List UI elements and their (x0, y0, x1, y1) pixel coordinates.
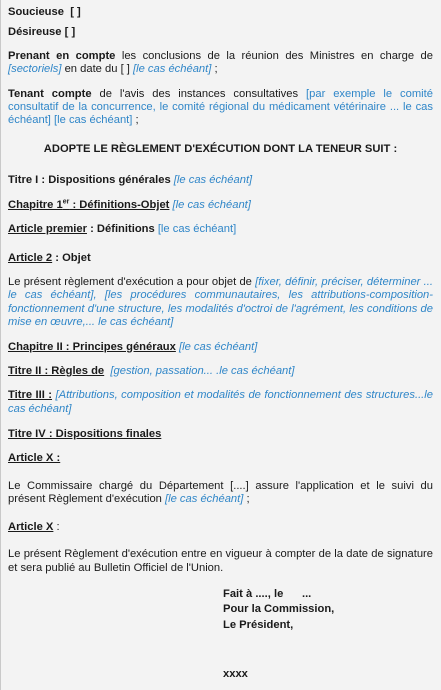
article2-body-text: Le présent règlement d'exécution a pour objet de (8, 275, 252, 288)
articleX1-cas: [le cas échéant] (165, 493, 244, 506)
tenant-paragraph (8, 88, 433, 128)
article2-body (8, 276, 433, 330)
prenant-paragraph (8, 50, 433, 77)
titre1-cas: [le cas échéant] (173, 174, 253, 187)
titre3-cas: [Attributions, composition et modalités de fonctionnement des structures...le cas échéant] (8, 389, 433, 415)
prenant-label: Prenant en compte (8, 49, 116, 62)
prenant-end: ; (214, 63, 218, 76)
signature-president: Le Président, (223, 618, 294, 631)
articleX1-body (8, 480, 433, 507)
articleX1-label: Article X : (8, 451, 61, 464)
titre4-label: Titre IV : Dispositions finales (8, 428, 162, 441)
articleX2-colon: : (56, 520, 60, 533)
tenant-cas: [le cas échéant] (54, 114, 133, 127)
articleX2-body: Le présent Règlement d'exécution entre en vigueur à compter de la date de signature et sera publié au Bulletin Officiel de l'Union. (8, 548, 433, 574)
articleX1-body-text: Le Commissaire chargé du Département [....] assure l'application et le suivi du présent Règlement d'exécution (8, 479, 433, 506)
desireuse-line (8, 26, 433, 39)
prenant-cas: [le cas échéant] (133, 63, 212, 76)
article2-label: Article 2 (8, 252, 53, 265)
chapitre1-label: Chapitre 1er : Définitions-Objet (8, 197, 170, 211)
article-premier-cas: [le cas échéant] (157, 223, 237, 236)
chapitre2-cas: [le cas échéant] (178, 340, 258, 353)
signature-pour: Pour la Commission, (223, 603, 335, 616)
articleX1-heading (8, 452, 433, 465)
tenant-label: Tenant compte (8, 87, 92, 100)
titre2-cas: [gestion, passation... .le cas échéant] (110, 364, 295, 377)
titre1-heading (8, 174, 433, 187)
soucieuse-line (8, 6, 433, 19)
prenant-sectoriels: [sectoriels] (8, 63, 62, 76)
chapitre2-label: Chapitre II : Principes généraux (8, 340, 176, 353)
titre3-heading (8, 389, 433, 416)
article2-body-blue: [fixer, définir, préciser, déterminer ... le cas échéant], [les procédures communautaires, les attributions-composition-fonctionnement d'une structure, les modalités d'octroi de l'agrément, les conditions de mise en œuvre,... le cas échéant] (8, 275, 433, 329)
desireuse-label: Désireuse (8, 26, 62, 39)
tenant-end: ; (135, 114, 139, 127)
articleX2-heading (8, 521, 433, 534)
article2-heading (8, 252, 433, 265)
prenant-text2: en date du [ ] (64, 63, 130, 76)
titre2-label: Titre II : Règles de (8, 364, 105, 377)
article-premier-heading (8, 223, 433, 236)
titre1-label: Titre I : Dispositions générales (8, 174, 171, 187)
soucieuse-brackets: [ ] (70, 6, 81, 18)
titre2-heading (8, 365, 433, 378)
article-premier-label: Article premier (8, 223, 87, 236)
chapitre1-heading (8, 199, 433, 212)
soucieuse-label: Soucieuse (8, 6, 64, 18)
prenant-text1: les conclusions de la réunion des Ministres en charge de (121, 49, 433, 62)
tenant-text1: de l'avis des instances consultatives (99, 87, 299, 100)
articleX1-end: ; (246, 493, 250, 506)
titre3-label: Titre III : (8, 389, 53, 402)
tenant-example: [par exemple le comité consultatif de la concurrence, le comité régional du médicament vétérinaire ... le cas échéant] (8, 87, 433, 127)
article2-text: : Objet (55, 252, 91, 265)
article-premier-text: : Définitions (90, 223, 155, 236)
chapitre1-cas: [le cas échéant] (172, 198, 251, 211)
desireuse-brackets: [ ] (64, 26, 76, 39)
chapitre2-heading (8, 341, 433, 354)
signature-name: xxxx (223, 668, 248, 681)
articleX2-label: Article X (8, 520, 54, 533)
adopte-heading: ADOPTE LE RÈGLEMENT D'EXÉCUTION DONT LA TENEUR SUIT : (43, 142, 398, 155)
titre4-heading (8, 428, 433, 441)
signature-fait: Fait à ...., le ... (223, 587, 312, 600)
